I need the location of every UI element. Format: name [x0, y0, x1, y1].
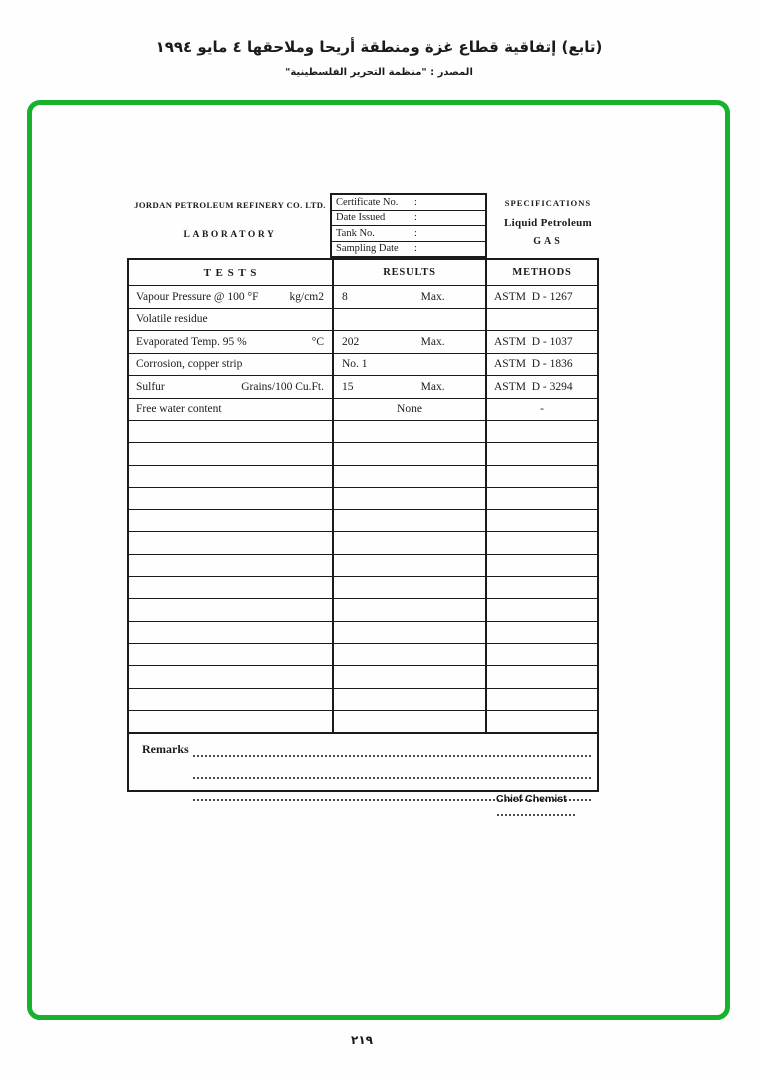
colon: :: [414, 243, 417, 255]
empty-method-cell: [487, 599, 597, 620]
test-name: Vapour Pressure @ 100 °F: [136, 290, 259, 303]
test-name-cell: [129, 309, 332, 331]
empty-result-cell: [332, 466, 487, 487]
company-block: [128, 200, 332, 240]
remarks-label: Remarks: [142, 742, 189, 757]
empty-test-cell: [129, 466, 332, 487]
empty-result-cell: [332, 488, 487, 509]
company-name: JORDAN PETROLEUM REFINERY CO. LTD.: [134, 200, 326, 210]
test-name-cell: [129, 376, 332, 398]
empty-row: [129, 665, 597, 687]
result-value: No. 1: [342, 358, 368, 371]
laboratory-label: LABORATORY: [183, 230, 277, 240]
empty-result-cell: [332, 555, 487, 576]
empty-method-cell: [487, 510, 597, 531]
test-results-table: [127, 258, 599, 792]
empty-result-cell: [332, 644, 487, 665]
empty-test-cell: [129, 622, 332, 643]
table-row: [129, 375, 597, 398]
result-cell: [332, 309, 487, 331]
test-name-cell: [129, 331, 332, 353]
test-name: Volatile residue: [136, 313, 208, 326]
empty-method-cell: [487, 443, 597, 464]
empty-test-cell: [129, 532, 332, 553]
test-name: Free water content: [136, 403, 222, 416]
result-qualifier: Max.: [420, 335, 445, 348]
empty-result-cell: [332, 532, 487, 553]
colon: :: [414, 196, 417, 208]
result-cell: [332, 331, 487, 353]
certificate-no-row: [332, 195, 485, 210]
result-qualifier: Max.: [420, 290, 445, 303]
empty-row: [129, 509, 597, 531]
empty-method-cell: [487, 555, 597, 576]
empty-result-cell: [332, 421, 487, 442]
result-cell: [332, 354, 487, 376]
empty-test-cell: [129, 666, 332, 687]
table-header-row: [129, 260, 597, 285]
empty-method-cell: [487, 644, 597, 665]
empty-test-cell: [129, 577, 332, 598]
tank-no-label: Tank No.: [336, 227, 375, 239]
tests-header: T E S T S: [203, 266, 258, 279]
empty-method-cell: [487, 466, 597, 487]
empty-test-cell: [129, 644, 332, 665]
empty-row: [129, 465, 597, 487]
empty-method-cell: [487, 689, 597, 710]
specifications-label: SPECIFICATIONS: [504, 198, 592, 208]
test-name: Sulfur: [136, 380, 165, 393]
empty-row: [129, 554, 597, 576]
method-cell: -: [540, 403, 544, 416]
table-row: [129, 308, 597, 331]
empty-test-cell: [129, 443, 332, 464]
result-qualifier: Max.: [420, 380, 445, 393]
empty-method-cell: [487, 488, 597, 509]
empty-result-cell: [332, 443, 487, 464]
test-unit: kg/cm2: [289, 290, 324, 303]
result-value: 15: [342, 380, 354, 393]
empty-test-cell: [129, 488, 332, 509]
product-name: Liquid Petroleum: [503, 217, 593, 229]
document-source-arabic: المصدر : "منظمة التحرير الفلسطينية": [285, 67, 473, 78]
sampling-date-label: Sampling Date: [336, 243, 399, 255]
sampling-date-row: [332, 241, 485, 257]
empty-test-cell: [129, 711, 332, 732]
chief-chemist-label: Chief Chemist: [496, 793, 567, 805]
tank-no-row: [332, 225, 485, 241]
page-number: ٢١٩: [351, 1033, 373, 1047]
empty-row: [129, 487, 597, 509]
result-cell: [332, 399, 487, 421]
empty-row: [129, 598, 597, 620]
remarks-dotted-line: [193, 755, 591, 757]
empty-method-cell: [487, 532, 597, 553]
empty-test-cell: [129, 555, 332, 576]
test-unit: °C: [311, 335, 324, 348]
empty-method-cell: [487, 622, 597, 643]
empty-test-cell: [129, 689, 332, 710]
remarks-dotted-line: [193, 777, 591, 779]
date-issued-row: [332, 210, 485, 226]
signature-dotted-line: [497, 814, 575, 816]
empty-row: [129, 420, 597, 442]
empty-row: [129, 688, 597, 710]
test-name-cell: [129, 354, 332, 376]
empty-method-cell: [487, 577, 597, 598]
methods-header: METHODS: [512, 267, 572, 278]
empty-result-cell: [332, 510, 487, 531]
empty-result-cell: [332, 599, 487, 620]
method-cell: ASTM D - 1037: [494, 335, 573, 348]
empty-result-cell: [332, 622, 487, 643]
empty-row: [129, 621, 597, 643]
table-row: [129, 353, 597, 376]
empty-row: [129, 710, 597, 732]
result-value: 8: [342, 290, 348, 303]
empty-row: [129, 531, 597, 553]
empty-method-cell: [487, 666, 597, 687]
colon: :: [414, 227, 417, 239]
empty-result-cell: [332, 577, 487, 598]
product-name-gas: GAS: [533, 236, 563, 247]
method-cell: ASTM D - 1267: [494, 290, 573, 303]
empty-method-cell: [487, 421, 597, 442]
table-row: [129, 398, 597, 421]
empty-test-cell: [129, 510, 332, 531]
test-name-cell: [129, 286, 332, 308]
test-name: Corrosion, copper strip: [136, 358, 243, 371]
table-row: [129, 330, 597, 353]
empty-method-cell: [487, 711, 597, 732]
remarks-section: [129, 732, 597, 790]
empty-result-cell: [332, 711, 487, 732]
test-name-cell: [129, 399, 332, 421]
empty-result-cell: [332, 666, 487, 687]
empty-row: [129, 442, 597, 464]
date-issued-label: Date Issued: [336, 212, 386, 224]
results-header: RESULTS: [332, 260, 487, 285]
method-cell: [487, 309, 597, 331]
empty-row: [129, 576, 597, 598]
empty-test-cell: [129, 599, 332, 620]
certificate-no-label: Certificate No.: [336, 196, 399, 208]
test-name: Evaporated Temp. 95 %: [136, 335, 247, 348]
empty-result-cell: [332, 689, 487, 710]
method-cell: ASTM D - 1836: [494, 358, 573, 371]
result-qualifier: None: [397, 403, 422, 416]
specifications-block: [490, 198, 606, 247]
empty-row: [129, 643, 597, 665]
result-cell: [332, 286, 487, 308]
table-row: [129, 285, 597, 308]
certificate-info-box: [330, 193, 487, 258]
document-title-arabic: (تابع) إتفاقية قطاع غزة ومنطقة أريحا وملاحقها ٤ مايو ١٩٩٤: [155, 38, 603, 56]
test-unit: Grains/100 Cu.Ft.: [241, 380, 324, 393]
result-value: 202: [342, 335, 360, 348]
result-cell: [332, 376, 487, 398]
colon: :: [414, 212, 417, 224]
method-cell: ASTM D - 3294: [494, 380, 573, 393]
empty-test-cell: [129, 421, 332, 442]
